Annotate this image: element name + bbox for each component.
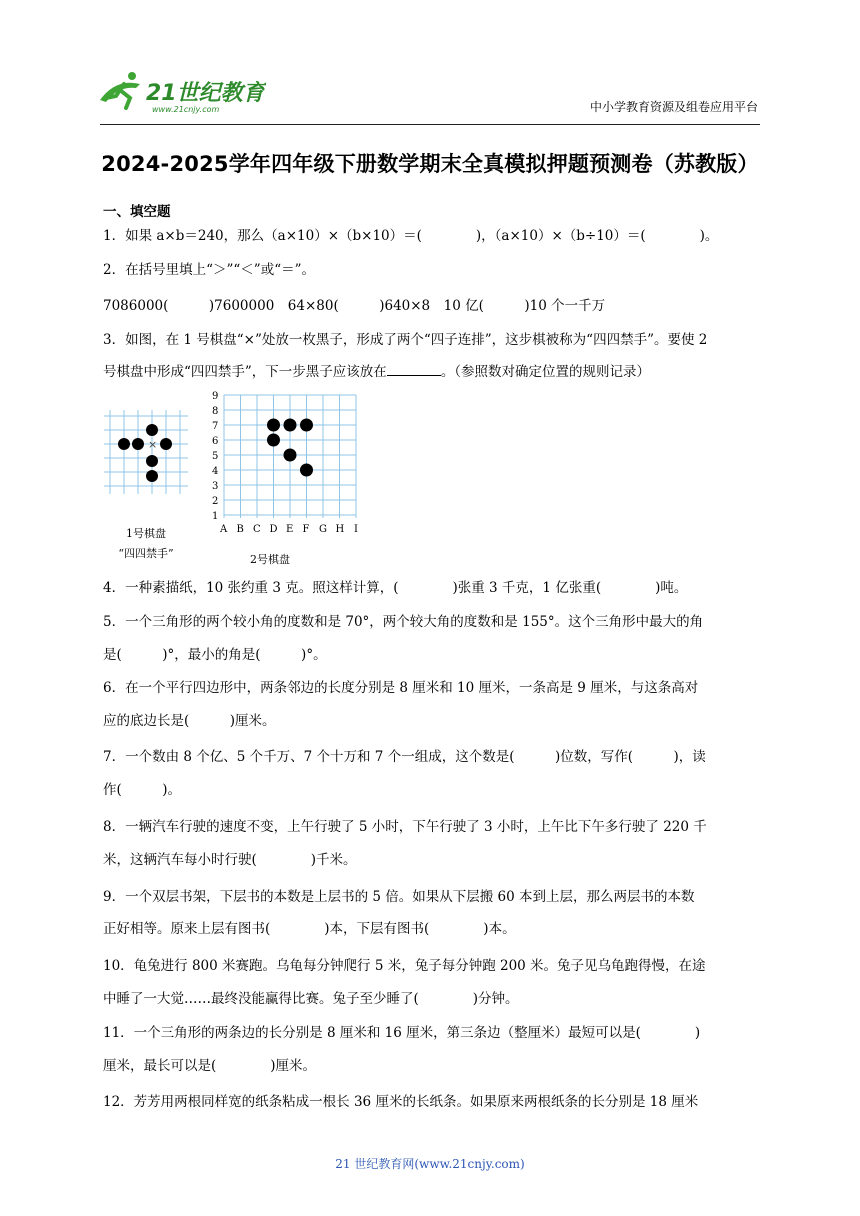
row-label: 5 [212,451,219,462]
question-1: 1．如果 a×b＝240，那么（a×10）×（b×10）＝( )，（a×10）×（b÷10）＝( )。 [103,228,719,244]
question-3-line2: 号棋盘中形成“四四禁手”，下一步黑子应该放在 。（参照数对确定位置的规则记录） [103,364,651,380]
question-2-items: 7086000( )7600000 64×80( )640×8 10 亿( )10 个一千万 [103,298,606,314]
svg-text:www.21cnjy.com: www.21cnjy.com [152,105,220,114]
row-label: 4 [212,466,219,477]
question-4: 4．一种素描纸，10 张约重 3 克。照这样计算，( )张重 3 千克，1 亿张重( )吨。 [103,580,688,596]
board-2-caption: 2号棋盘 [250,553,290,566]
question-8-line1: 8．一辆汽车行驶的速度不变，上午行驶了 5 小时，下午行驶了 3 小时，上午比下午多行驶了 220 千 [103,819,707,835]
question-6-line1: 6．在一个平行四边形中，两条邻边的长度分别是 8 厘米和 10 厘米，一条高是 9 厘米，与这条高对 [103,680,699,696]
question-9-line2: 正好相等。原来上层有图书( )本，下层有图书( )本。 [103,921,516,937]
svg-text:21世纪教育: 21世纪教育 [146,81,265,106]
question-8-line2: 米，这辆汽车每小时行驶( )千米。 [103,852,357,868]
runner-logo-icon [96,70,266,116]
col-label: C [253,524,261,535]
question-10-line1: 10．龟兔进行 800 米赛跑。乌龟每分钟爬行 5 米，兔子每分钟跑 200 米。兔子见乌龟跑得慢，在途 [103,958,706,974]
question-7-line1: 7．一个数由 8 个亿、5 个千万、7 个十万和 7 个一组成，这个数是( )位数，写作( )，读 [103,749,706,765]
board-1-subcaption: “四四禁手” [118,547,174,560]
svg-text:×: × [148,438,158,451]
row-label: 1 [212,511,219,522]
question-11-line2: 厘米，最长可以是( )厘米。 [103,1058,317,1074]
question-10-line2: 中睡了一大觉……最终没能赢得比赛。兔子至少睡了( )分钟。 [103,991,519,1007]
row-label: 6 [212,436,219,447]
question-3-line1: 3．如图，在 1 号棋盘“×”处放一枚黑子，形成了两个“四子连排”，这步棋被称为“四四禁手”。要使 2 [103,332,708,348]
row-label: 2 [212,496,219,507]
col-label: D [269,524,278,535]
row-label: 7 [212,421,219,432]
col-label: B [236,524,244,535]
col-label: H [335,524,345,535]
answer-blank [387,374,441,376]
header-divider [100,124,760,125]
board-1-caption: 1号棋盘 [126,527,166,540]
question-12-line1: 12．芳芳用两根同样宽的纸条粘成一根长 36 厘米的长纸条。如果原来两根纸条的长分别是 18 厘米 [103,1094,699,1110]
col-label: G [319,524,327,535]
header-slogan: 中小学教育资源及组卷应用平台 [589,100,758,114]
question-2: 2．在括号里填上“＞”“＜”或“＝”。 [103,262,315,278]
row-label: 3 [212,481,219,492]
section-heading: 一、填空题 [103,204,171,220]
row-label: 8 [212,406,219,417]
footer-source[interactable]: 21 世纪教育网(www.21cnjy.com) [335,1157,525,1171]
question-7-line2: 作( )。 [103,782,182,798]
question-9-line1: 9．一个双层书架，下层书的本数是上层书的 5 倍。如果从下层搬 60 本到上层，那么两层书的本数 [103,889,695,905]
board-1 [100,408,192,500]
question-6-line2: 应的底边长是( )厘米。 [103,713,276,729]
col-label: E [286,524,294,535]
board-2 [208,390,368,538]
col-label: F [302,524,310,535]
col-label: I [354,524,358,535]
row-label: 9 [212,391,219,402]
question-5-line2: 是( )°，最小的角是( )°。 [103,647,327,663]
col-label: A [220,524,228,535]
question-5-line1: 5．一个三角形的两个较小角的度数和是 70°，两个较大角的度数和是 155°。这个三角形中最大的角 [103,614,704,630]
site-logo [96,70,266,116]
question-11-line1: 11．一个三角形的两条边的长分别是 8 厘米和 16 厘米，第三条边（整厘米）最短可以是( ) [103,1025,701,1041]
page-title: 2024-2025学年四年级下册数学期末全真模拟押题预测卷（苏教版） [101,152,759,176]
